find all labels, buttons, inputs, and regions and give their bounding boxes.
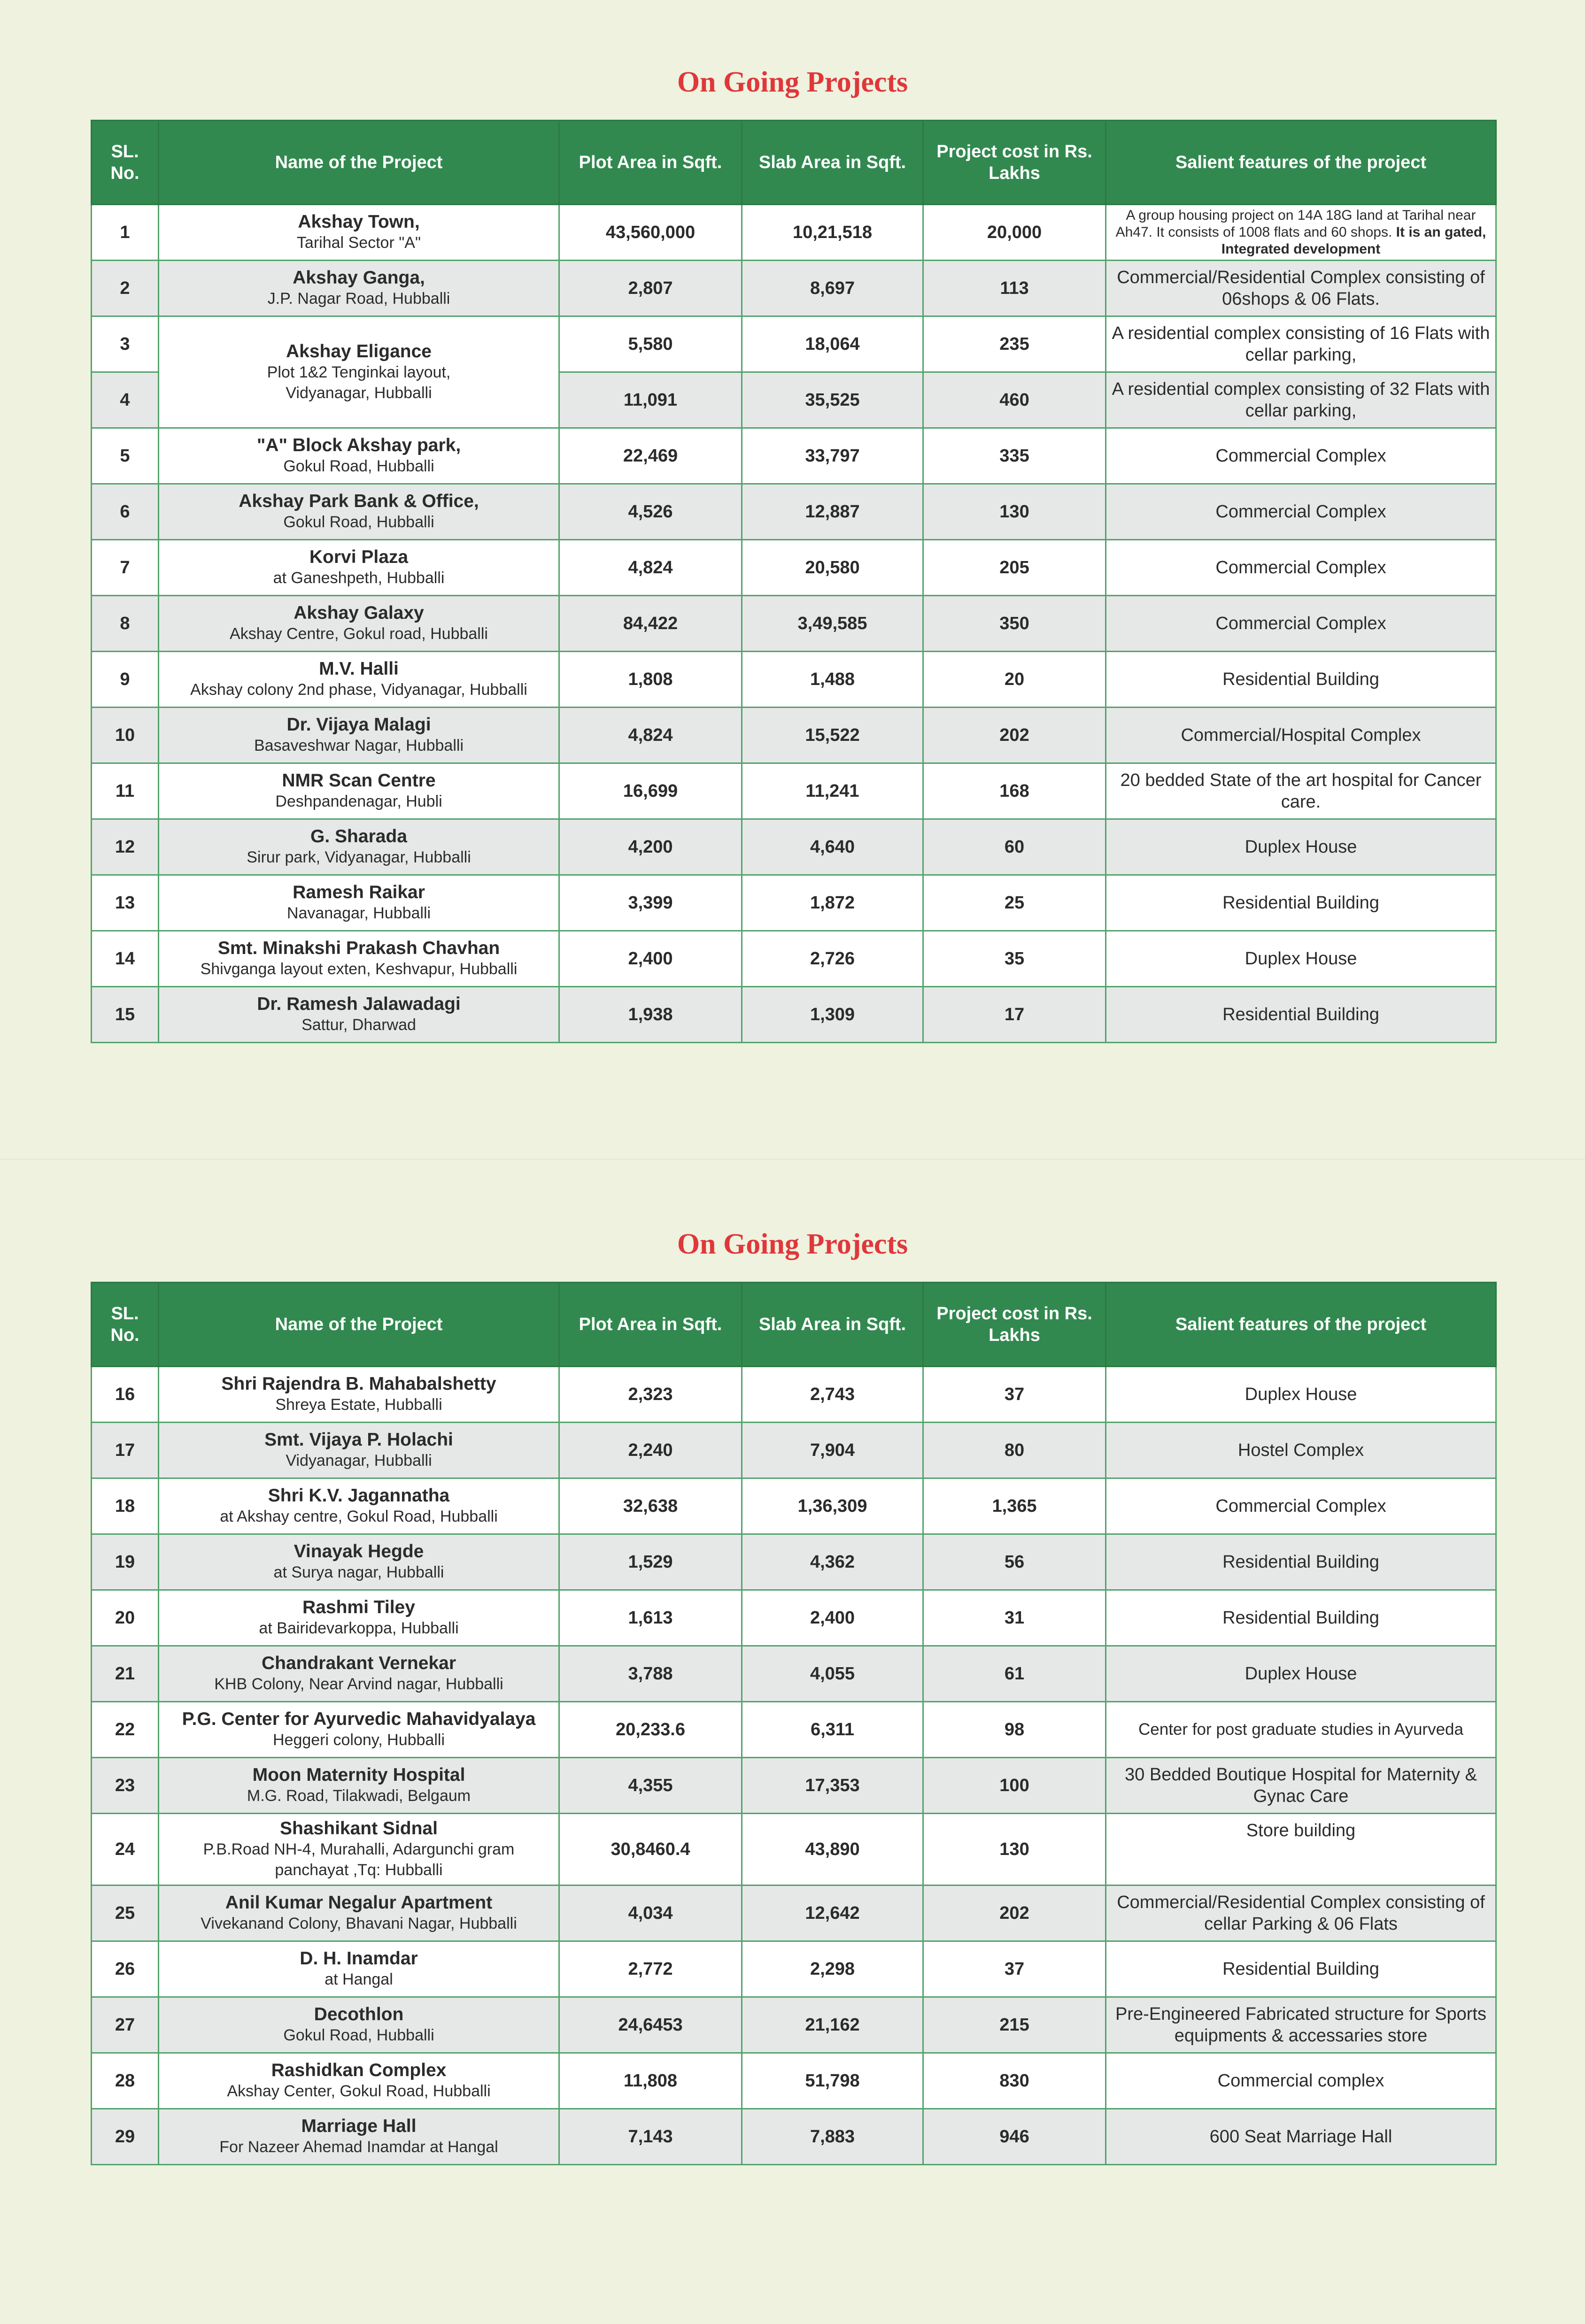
- project-location: Deshpandenagar, Hubli: [275, 793, 442, 810]
- table-header-row: [92, 1283, 1496, 1367]
- plot-area: 4,355: [559, 1758, 742, 1814]
- project-cost: 130: [923, 1814, 1106, 1885]
- project-cost: 20: [923, 652, 1106, 708]
- project-name-cell: [159, 1814, 559, 1885]
- project-location: Heggeri colony, Hubballi: [272, 1731, 445, 1749]
- salient-features: 600 Seat Marriage Hall: [1106, 2109, 1496, 2165]
- project-cost: 215: [923, 1997, 1106, 2053]
- slab-area: 7,904: [742, 1423, 923, 1478]
- slab-area: 2,400: [742, 1590, 923, 1646]
- project-cost: 130: [923, 484, 1106, 540]
- project-name: Ramesh Raikar: [293, 882, 425, 902]
- project-name-cell: [159, 1702, 559, 1758]
- sl-no: 10: [92, 708, 159, 763]
- project-name-cell: [159, 1646, 559, 1702]
- header-sl-no: SL. No.: [92, 1283, 159, 1367]
- project-cost: 80: [923, 1423, 1106, 1478]
- table-row: [92, 484, 1496, 540]
- slab-area: 11,241: [742, 763, 923, 819]
- project-name: G. Sharada: [310, 826, 407, 846]
- project-name: Vinayak Hegde: [294, 1541, 424, 1562]
- project-name-cell: [159, 708, 559, 763]
- project-cost: 202: [923, 1885, 1106, 1941]
- table-row: [92, 1646, 1496, 1702]
- sl-no: 14: [92, 931, 159, 987]
- slab-area: 51,798: [742, 2053, 923, 2109]
- table-row: [92, 205, 1496, 261]
- table-row: [92, 1590, 1496, 1646]
- sl-no: 29: [92, 2109, 159, 2165]
- project-name: Rashmi Tiley: [302, 1597, 415, 1617]
- plot-area: 11,808: [559, 2053, 742, 2109]
- slab-area: 12,887: [742, 484, 923, 540]
- plot-area: 84,422: [559, 596, 742, 652]
- project-location: M.G. Road, Tilakwadi, Belgaum: [247, 1787, 471, 1805]
- table-row: [92, 1885, 1496, 1941]
- salient-features: Duplex House: [1106, 1646, 1496, 1702]
- slab-area: 15,522: [742, 708, 923, 763]
- project-cost: 1,365: [923, 1478, 1106, 1534]
- project-name: Chandrakant Vernekar: [261, 1653, 456, 1673]
- project-location: Tarihal Sector "A": [296, 234, 421, 252]
- project-name-cell: [159, 819, 559, 875]
- salient-features: Duplex House: [1106, 1367, 1496, 1423]
- project-name-cell: [159, 316, 559, 428]
- sl-no: 15: [92, 987, 159, 1043]
- salient-features: Residential Building: [1106, 875, 1496, 931]
- slab-area: 43,890: [742, 1814, 923, 1885]
- project-name-cell: [159, 484, 559, 540]
- project-cost: 61: [923, 1646, 1106, 1702]
- project-cost: 25: [923, 875, 1106, 931]
- page-title: On Going Projects: [677, 1228, 908, 1260]
- project-location: Akshay colony 2nd phase, Vidyanagar, Hubballi: [190, 681, 527, 699]
- plot-area: 7,143: [559, 2109, 742, 2165]
- project-name: Dr. Ramesh Jalawadagi: [257, 994, 461, 1014]
- sl-no: 3: [92, 316, 159, 372]
- project-cost: 235: [923, 316, 1106, 372]
- project-name-cell: [159, 428, 559, 484]
- project-cost: 946: [923, 2109, 1106, 2165]
- plot-area: 4,526: [559, 484, 742, 540]
- table-row: [92, 652, 1496, 708]
- header-salient-features: Salient features of the project: [1106, 1283, 1496, 1367]
- sl-no: 23: [92, 1758, 159, 1814]
- sl-no: 28: [92, 2053, 159, 2109]
- table-row: [92, 316, 1496, 372]
- project-cost: 37: [923, 1941, 1106, 1997]
- sl-no: 11: [92, 763, 159, 819]
- project-name: Dr. Vijaya Malagi: [286, 715, 431, 735]
- header-project-cost: Project cost in Rs. Lakhs: [923, 121, 1106, 205]
- slab-area: 2,298: [742, 1941, 923, 1997]
- project-cost: 98: [923, 1702, 1106, 1758]
- project-name-cell: [159, 1885, 559, 1941]
- salient-features: Residential Building: [1106, 1941, 1496, 1997]
- sl-no: 2: [92, 261, 159, 316]
- salient-features: Commercial Complex: [1106, 540, 1496, 596]
- salient-features: Hostel Complex: [1106, 1423, 1496, 1478]
- salient-features: Commercial Complex: [1106, 596, 1496, 652]
- salient-features: Duplex House: [1106, 931, 1496, 987]
- project-location: at Surya nagar, Hubballi: [273, 1563, 444, 1581]
- project-cost: 202: [923, 708, 1106, 763]
- project-location: Gokul Road, Hubballi: [283, 513, 434, 531]
- table-row: [92, 428, 1496, 484]
- salient-features: Commercial/Residential Complex consisting of cellar Parking & 06 Flats: [1106, 1885, 1496, 1941]
- table-row: [92, 819, 1496, 875]
- project-location: Plot 1&2 Tenginkai layout, Vidyanagar, Hubballi: [267, 363, 451, 402]
- salient-features: Residential Building: [1106, 987, 1496, 1043]
- page-title: On Going Projects: [677, 66, 908, 98]
- project-cost: 205: [923, 540, 1106, 596]
- project-location: Vivekanand Colony, Bhavani Nagar, Hubballi: [201, 1915, 517, 1932]
- project-name-cell: [159, 1941, 559, 1997]
- salient-features: Commercial complex: [1106, 2053, 1496, 2109]
- table-row: [92, 1702, 1496, 1758]
- features-text: A group housing project on 14A 18G land at Tarihal near Ah47. It consists of 1008 flats and 60 shops.: [1115, 208, 1476, 240]
- salient-features: Commercial/Residential Complex consisting of 06shops & 06 Flats.: [1106, 261, 1496, 316]
- slab-area: 2,726: [742, 931, 923, 987]
- projects-table: [91, 120, 1497, 1043]
- table-row: [92, 540, 1496, 596]
- project-location: Gokul Road, Hubballi: [283, 457, 434, 475]
- table-row: [92, 763, 1496, 819]
- plot-area: 24,6453: [559, 1997, 742, 2053]
- sl-no: 24: [92, 1814, 159, 1885]
- project-location: Shivganga layout exten, Keshvapur, Hubballi: [200, 960, 518, 978]
- slab-area: 10,21,518: [742, 205, 923, 261]
- project-name-cell: [159, 763, 559, 819]
- page-divider: [0, 1159, 1585, 1160]
- project-name-cell: [159, 1997, 559, 2053]
- project-name-cell: [159, 2109, 559, 2165]
- project-name: P.G. Center for Ayurvedic Mahavidyalaya: [182, 1709, 536, 1729]
- header-plot-area: Plot Area in Sqft.: [559, 121, 742, 205]
- project-location: Akshay Centre, Gokul road, Hubballi: [230, 625, 488, 643]
- project-name-cell: [159, 2053, 559, 2109]
- sl-no: 8: [92, 596, 159, 652]
- sl-no: 22: [92, 1702, 159, 1758]
- project-location: For Nazeer Ahemad Inamdar at Hangal: [219, 2138, 498, 2156]
- table-row: [92, 1367, 1496, 1423]
- project-name: Moon Maternity Hospital: [252, 1765, 465, 1785]
- project-name-cell: [159, 596, 559, 652]
- sl-no: 12: [92, 819, 159, 875]
- plot-area: 16,699: [559, 763, 742, 819]
- sl-no: 27: [92, 1997, 159, 2053]
- sl-no: 25: [92, 1885, 159, 1941]
- plot-area: 43,560,000: [559, 205, 742, 261]
- table-row: [92, 1997, 1496, 2053]
- table-row: [92, 875, 1496, 931]
- sl-no: 19: [92, 1534, 159, 1590]
- sl-no: 9: [92, 652, 159, 708]
- project-name: Decothlon: [314, 2004, 404, 2024]
- plot-area: 1,529: [559, 1534, 742, 1590]
- project-location: J.P. Nagar Road, Hubballi: [267, 290, 450, 308]
- project-cost: 60: [923, 819, 1106, 875]
- table-row: [92, 596, 1496, 652]
- project-location: Vidyanagar, Hubballi: [286, 1452, 432, 1470]
- project-location: Gokul Road, Hubballi: [283, 2026, 434, 2044]
- sl-no: 26: [92, 1941, 159, 1997]
- slab-area: 4,362: [742, 1534, 923, 1590]
- table-row: [92, 1534, 1496, 1590]
- salient-features: Commercial Complex: [1106, 428, 1496, 484]
- project-name: NMR Scan Centre: [282, 770, 436, 791]
- plot-area: 1,938: [559, 987, 742, 1043]
- project-name-cell: [159, 987, 559, 1043]
- salient-features: A residential complex consisting of 32 Flats with cellar parking,: [1106, 372, 1496, 428]
- project-cost: 460: [923, 372, 1106, 428]
- slab-area: 18,064: [742, 316, 923, 372]
- project-name: Akshay Park Bank & Office,: [239, 491, 479, 511]
- project-name: Shri Rajendra B. Mahabalshetty: [221, 1374, 496, 1394]
- page-1: [0, 0, 1585, 1157]
- salient-features: Residential Building: [1106, 1534, 1496, 1590]
- slab-area: 33,797: [742, 428, 923, 484]
- header-slab-area: Slab Area in Sqft.: [742, 121, 923, 205]
- project-cost: 37: [923, 1367, 1106, 1423]
- project-name: Akshay Eligance: [286, 341, 432, 362]
- project-name-cell: [159, 1590, 559, 1646]
- plot-area: 5,580: [559, 316, 742, 372]
- slab-area: 20,580: [742, 540, 923, 596]
- project-location: Akshay Center, Gokul Road, Hubballi: [227, 2082, 491, 2100]
- header-plot-area: Plot Area in Sqft.: [559, 1283, 742, 1367]
- header-salient-features: Salient features of the project: [1106, 121, 1496, 205]
- sl-no: 1: [92, 205, 159, 261]
- table-row: [92, 987, 1496, 1043]
- header-project-cost: Project cost in Rs. Lakhs: [923, 1283, 1106, 1367]
- project-name-cell: [159, 205, 559, 261]
- project-cost: 35: [923, 931, 1106, 987]
- plot-area: 20,233.6: [559, 1702, 742, 1758]
- slab-area: 12,642: [742, 1885, 923, 1941]
- plot-area: 11,091: [559, 372, 742, 428]
- project-name: Akshay Ganga,: [293, 268, 425, 288]
- slab-area: 1,36,309: [742, 1478, 923, 1534]
- project-location: KHB Colony, Near Arvind nagar, Hubballi: [214, 1675, 503, 1693]
- slab-area: 35,525: [742, 372, 923, 428]
- project-location: at Hangal: [325, 1970, 393, 1988]
- page-2: [0, 1162, 1585, 2319]
- project-location: at Akshay centre, Gokul Road, Hubballi: [220, 1508, 498, 1525]
- salient-features: Residential Building: [1106, 652, 1496, 708]
- sl-no: 21: [92, 1646, 159, 1702]
- project-cost: 56: [923, 1534, 1106, 1590]
- salient-features: Residential Building: [1106, 1590, 1496, 1646]
- plot-area: 4,034: [559, 1885, 742, 1941]
- project-name-cell: [159, 1367, 559, 1423]
- project-name: Korvi Plaza: [309, 547, 409, 567]
- table-row: [92, 1814, 1496, 1885]
- header-slab-area: Slab Area in Sqft.: [742, 1283, 923, 1367]
- features-bold-text: It is an gated, Integrated development: [1221, 224, 1486, 257]
- project-name: Shashikant Sidnal: [280, 1818, 438, 1839]
- table-row: [92, 261, 1496, 316]
- slab-area: 1,872: [742, 875, 923, 931]
- project-cost: 17: [923, 987, 1106, 1043]
- salient-features: Pre-Engineered Fabricated structure for Sports equipments & accessaries store: [1106, 1997, 1496, 2053]
- plot-area: 2,400: [559, 931, 742, 987]
- project-name: Akshay Galaxy: [294, 603, 424, 623]
- project-name: Rashidkan Complex: [271, 2060, 447, 2080]
- sl-no: 20: [92, 1590, 159, 1646]
- slab-area: 1,488: [742, 652, 923, 708]
- sl-no: 16: [92, 1367, 159, 1423]
- project-name: Smt. Minakshi Prakash Chavhan: [217, 938, 500, 958]
- slab-area: 1,309: [742, 987, 923, 1043]
- project-cost: 168: [923, 763, 1106, 819]
- table-row: [92, 1941, 1496, 1997]
- project-cost: 830: [923, 2053, 1106, 2109]
- slab-area: 4,055: [742, 1646, 923, 1702]
- plot-area: 2,772: [559, 1941, 742, 1997]
- salient-features: Duplex House: [1106, 819, 1496, 875]
- table-row: [92, 1758, 1496, 1814]
- salient-features: Commercial Complex: [1106, 1478, 1496, 1534]
- project-location: Shreya Estate, Hubballi: [275, 1396, 442, 1414]
- slab-area: 8,697: [742, 261, 923, 316]
- project-cost: 113: [923, 261, 1106, 316]
- sl-no: 4: [92, 372, 159, 428]
- plot-area: 2,323: [559, 1367, 742, 1423]
- sl-no: 7: [92, 540, 159, 596]
- project-name-cell: [159, 931, 559, 987]
- project-name-cell: [159, 540, 559, 596]
- plot-area: 2,240: [559, 1423, 742, 1478]
- plot-area: 4,200: [559, 819, 742, 875]
- plot-area: 1,808: [559, 652, 742, 708]
- project-name: Marriage Hall: [301, 2116, 417, 2136]
- plot-area: 3,399: [559, 875, 742, 931]
- project-name: Akshay Town,: [298, 212, 420, 232]
- plot-area: 1,613: [559, 1590, 742, 1646]
- project-name: "A" Block Akshay park,: [256, 435, 461, 455]
- table-row: [92, 1478, 1496, 1534]
- plot-area: 32,638: [559, 1478, 742, 1534]
- projects-table: [91, 1282, 1497, 2165]
- sl-no: 18: [92, 1478, 159, 1534]
- project-name-cell: [159, 261, 559, 316]
- header-project-name: Name of the Project: [159, 1283, 559, 1367]
- project-cost: 100: [923, 1758, 1106, 1814]
- table-row: [92, 2053, 1496, 2109]
- project-name-cell: [159, 875, 559, 931]
- project-location: Sirur park, Vidyanagar, Hubballi: [247, 848, 471, 866]
- project-location: at Bairidevarkoppa, Hubballi: [259, 1619, 459, 1637]
- table-row: [92, 708, 1496, 763]
- project-name-cell: [159, 652, 559, 708]
- slab-area: 3,49,585: [742, 596, 923, 652]
- plot-area: 4,824: [559, 708, 742, 763]
- slab-area: 17,353: [742, 1758, 923, 1814]
- plot-area: 22,469: [559, 428, 742, 484]
- plot-area: 2,807: [559, 261, 742, 316]
- project-name-cell: [159, 1534, 559, 1590]
- salient-features: Commercial Complex: [1106, 484, 1496, 540]
- project-location: at Ganeshpeth, Hubballi: [273, 569, 445, 587]
- plot-area: 4,824: [559, 540, 742, 596]
- slab-area: 7,883: [742, 2109, 923, 2165]
- slab-area: 21,162: [742, 1997, 923, 2053]
- project-location: Basaveshwar Nagar, Hubballi: [254, 737, 464, 754]
- project-cost: 335: [923, 428, 1106, 484]
- project-name: D. H. Inamdar: [300, 1948, 418, 1969]
- plot-area: 30,8460.4: [559, 1814, 742, 1885]
- project-name: Shri K.V. Jagannatha: [268, 1485, 450, 1506]
- salient-features: 30 Bedded Boutique Hospital for Maternity & Gynac Care: [1106, 1758, 1496, 1814]
- table-row: [92, 931, 1496, 987]
- project-name: Anil Kumar Negalur Apartment: [225, 1893, 493, 1913]
- header-sl-no: SL. No.: [92, 121, 159, 205]
- project-location: Navanagar, Hubballi: [286, 904, 431, 922]
- slab-area: 2,743: [742, 1367, 923, 1423]
- table-row: [92, 2109, 1496, 2165]
- header-project-name: Name of the Project: [159, 121, 559, 205]
- project-location: Sattur, Dharwad: [302, 1016, 416, 1034]
- salient-features: Center for post graduate studies in Ayurveda: [1106, 1702, 1496, 1758]
- table-row: [92, 1423, 1496, 1478]
- salient-features: Commercial/Hospital Complex: [1106, 708, 1496, 763]
- plot-area: 3,788: [559, 1646, 742, 1702]
- sl-no: 5: [92, 428, 159, 484]
- salient-features: [1106, 205, 1496, 261]
- salient-features: 20 bedded State of the art hospital for Cancer care.: [1106, 763, 1496, 819]
- salient-features: Store building: [1106, 1814, 1496, 1885]
- project-cost: 31: [923, 1590, 1106, 1646]
- sl-no: 17: [92, 1423, 159, 1478]
- project-name: Smt. Vijaya P. Holachi: [264, 1430, 453, 1450]
- salient-features: A residential complex consisting of 16 Flats with cellar parking,: [1106, 316, 1496, 372]
- project-location: P.B.Road NH-4, Murahalli, Adargunchi gram panchayat ,Tq: Hubballi: [203, 1840, 515, 1879]
- project-name-cell: [159, 1423, 559, 1478]
- project-name-cell: [159, 1478, 559, 1534]
- slab-area: 4,640: [742, 819, 923, 875]
- project-name: M.V. Halli: [319, 659, 399, 679]
- sl-no: 6: [92, 484, 159, 540]
- project-name-cell: [159, 1758, 559, 1814]
- table-header-row: [92, 121, 1496, 205]
- sl-no: 13: [92, 875, 159, 931]
- project-cost: 350: [923, 596, 1106, 652]
- project-cost: 20,000: [923, 205, 1106, 261]
- slab-area: 6,311: [742, 1702, 923, 1758]
